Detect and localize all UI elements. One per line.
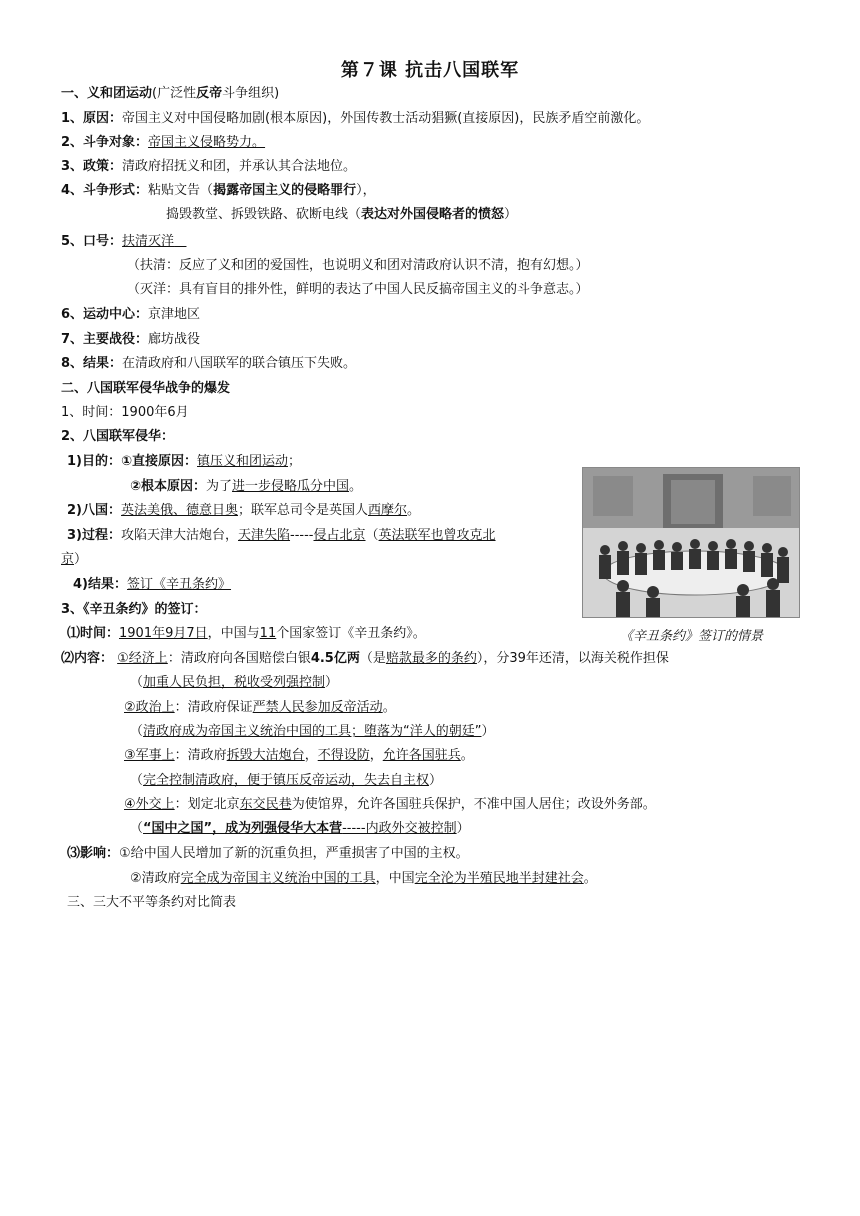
process-line (67, 527, 496, 545)
process-dash: ----- (290, 528, 314, 543)
treaty-date: 1901年9月7日 (119, 626, 208, 641)
slogan-line (61, 233, 186, 251)
cause-label: 1、原因： (61, 111, 123, 126)
target-text: 帝国主义侵略势力。 (148, 135, 266, 150)
anglo-french-note: 英法联军也曾攻克北 (378, 528, 496, 543)
military-text: ：清政府 (174, 748, 227, 763)
photo-illustration (583, 468, 799, 617)
military-comma-1: ， (304, 748, 318, 763)
direct-cause-end: ； (288, 454, 302, 469)
political-line (124, 699, 396, 717)
eight-nations-text: 英法美俄、德意日奥 (121, 503, 239, 518)
diplomatic-control: -----内政外交被控制 (342, 821, 457, 836)
diplomatic-note-line (130, 820, 470, 838)
process-line-2 (61, 551, 87, 569)
military-note: 完全控制清政府，便于镇压反帝运动，失去自主权 (143, 773, 430, 788)
demolish-forts: 拆毁大沽炮台 (226, 748, 305, 763)
target-label: 2、斗争对象： (61, 135, 149, 150)
form2-bold: 表达对外国侵略者的愤怒 (361, 207, 505, 222)
direct-cause-label: ①直接原因： (121, 454, 198, 469)
outcome-text: 签订《辛丑条约》 (127, 577, 232, 592)
diplomatic-note-open: （ (130, 821, 144, 836)
photo-caption: 《辛丑条约》签订的情景 (620, 629, 764, 644)
result-label: 8、结果： (61, 356, 123, 371)
political-note: 清政府成为帝国主义统治中国的工具；堕落为“洋人的朝廷” (143, 724, 482, 739)
largest-indemnity: 赔款最多的条约 (385, 651, 477, 666)
diplomatic-end: 为使馆界，允许各国驻兵保护，不准中国人居住；改设外务部。 (291, 797, 656, 812)
diplomatic-note-close: ） (456, 821, 470, 836)
economic-note-line (130, 674, 338, 692)
political-note-close: ） (481, 724, 495, 739)
root-cause-pre: 为了 (206, 479, 233, 494)
impact-line-1 (67, 845, 469, 863)
tianjin-fall: 天津失陷 (238, 528, 291, 543)
root-cause-end: 。 (349, 479, 363, 494)
political-ban: 严禁人民参加反帝活动 (252, 700, 383, 715)
diplomatic-text: ：划定北京 (174, 797, 240, 812)
process-label: 3)过程： (67, 528, 121, 543)
center-text: 京津地区 (148, 307, 201, 322)
form-line-2 (166, 206, 517, 224)
semi-colonial: 完全沦为半殖民地半封建社会 (414, 871, 584, 886)
content-line-1 (61, 650, 669, 668)
military-note-close: ） (429, 773, 443, 788)
treaty-heading: 3、《辛丑条约》的签订： (61, 602, 207, 617)
slogan-underline-pad (174, 234, 186, 249)
center-line (61, 306, 200, 324)
slogan-text: 扶清灭洋 (122, 234, 175, 249)
slogan-note-1: （扶清：反应了义和团的爱国性，也说明义和团对清政府认识不清，抱有幻想。） (127, 258, 589, 273)
economic-note: 加重人民负担，税收受列强控制 (143, 675, 326, 690)
treaty-time-end: 个国家签订《辛丑条约》。 (276, 626, 426, 641)
section-1-heading (61, 85, 279, 103)
no-defense: 不得设防 (317, 748, 370, 763)
process-close: ） (74, 552, 88, 567)
impact-2-mid: ，中国 (375, 871, 415, 886)
slogan-note-2: （灭洋：具有盲目的排外性，鲜明的表达了中国人民反搞帝国主义的斗争意志。） (127, 282, 589, 297)
section-2-heading: 二、八国联军侵华战争的爆发 (61, 381, 231, 396)
battle-line (61, 331, 200, 349)
political-text: ：清政府保证 (174, 700, 253, 715)
military-note-line (130, 772, 442, 790)
political-note-open: （ (130, 724, 144, 739)
eight-nations-label: 2)八国： (67, 503, 121, 518)
slogan-label: 5、口号： (61, 234, 123, 249)
invasion-line: 2、八国联军侵华： (61, 429, 175, 444)
political-end: 。 (382, 700, 396, 715)
section-3-heading: 三、三大不平等条约对比简表 (67, 895, 237, 910)
commander-text: ；联军总司令是英国人 (238, 503, 369, 518)
purpose-label: 1)目的： (67, 454, 121, 469)
process-paren: （ (365, 528, 379, 543)
section-1-title: 一、义和团运动 (61, 86, 153, 101)
outcome-line (73, 576, 231, 594)
state-within-state: “国中之国”，成为列强侵华大本营 (143, 821, 343, 836)
form2-end: ） (504, 207, 518, 222)
economic-paren: （是 (359, 651, 386, 666)
military-end: 。 (460, 748, 474, 763)
battle-text: 廊坊战役 (148, 332, 201, 347)
treaty-time-mid: ，中国与 (207, 626, 260, 641)
target-line (61, 134, 265, 152)
page-title: 第７课 抗击八国联军 (340, 60, 520, 81)
foreign-troops: 允许各国驻兵 (382, 748, 461, 763)
political-note-line (130, 723, 495, 741)
diplomatic-line (124, 796, 656, 814)
cause-text: 帝国主义对中国侵略加剧(根本原因)，外国传教士活动猖獗(直接原因)，民族矛盾空前激化。 (122, 111, 650, 126)
impact-label: ⑶影响： (67, 846, 120, 861)
impact-1: ①给中国人民增加了新的沉重负担，严重损害了中国的主权。 (119, 846, 469, 861)
form2-text: 捣毁教堂、拆毁铁路、砍断电线（ (166, 207, 362, 222)
treaty-time-line (67, 625, 426, 643)
military-label: ③军事上 (124, 748, 175, 763)
economic-text: ：清政府向各国赔偿白银 (167, 651, 311, 666)
form-line (61, 182, 376, 200)
economic-note-open: （ (130, 675, 144, 690)
treaty-country-count: 11 (259, 626, 277, 641)
economic-end: ），分39年还清，以海关税作担保 (476, 651, 669, 666)
time-line: 1、时间：1900年6月 (61, 405, 189, 420)
cause-line (61, 110, 649, 128)
section-1-note-end: 斗争组织) (222, 86, 280, 101)
treaty-signing-photo (582, 467, 800, 618)
battle-label: 7、主要战役： (61, 332, 149, 347)
root-cause-line (130, 478, 362, 496)
commander-name: 西摩尔 (368, 503, 408, 518)
eight-nations-line (67, 502, 420, 520)
beijing-occupied: 侵占北京 (313, 528, 366, 543)
form-end: ）， (356, 183, 376, 198)
root-cause-label: ②根本原因： (130, 479, 207, 494)
policy-label: 3、政策： (61, 159, 123, 174)
indemnity-amount: 4.5亿两 (310, 651, 360, 666)
direct-cause-text: 镇压义和团运动 (197, 454, 289, 469)
purpose-line (67, 453, 301, 471)
policy-line (61, 158, 356, 176)
form-text: 粘贴文告（ (148, 183, 214, 198)
content-label: ⑵内容： (61, 651, 114, 666)
impact-2-tool: 完全成为帝国主义统治中国的工具 (180, 871, 376, 886)
impact-line-2 (130, 870, 597, 888)
center-label: 6、运动中心： (61, 307, 149, 322)
economic-note-close: ） (325, 675, 339, 690)
section-1-note-bold: 反帝 (196, 86, 223, 101)
policy-text: 清政府招抚义和团，并承认其合法地位。 (122, 159, 357, 174)
economic-label: ①经济上 (117, 651, 168, 666)
legation-quarter: 东交民巷 (239, 797, 292, 812)
form-bold: 揭露帝国主义的侵略罪行 (213, 183, 357, 198)
military-comma-2: ， (369, 748, 383, 763)
outcome-label: 4)结果： (73, 577, 127, 592)
military-note-open: （ (130, 773, 144, 788)
commander-end: 。 (407, 503, 421, 518)
root-cause-text: 进一步侵略瓜分中国 (232, 479, 350, 494)
process-pre: 攻陷天津大沽炮台， (121, 528, 239, 543)
result-line (61, 355, 356, 373)
result-text: 在清政府和八国联军的联合镇压下失败。 (122, 356, 357, 371)
anglo-french-note-end: 京 (61, 552, 75, 567)
treaty-time-label: ⑴时间： (67, 626, 120, 641)
impact-2-end: 。 (583, 871, 597, 886)
political-label: ②政治上 (124, 700, 175, 715)
impact-2-pre: ②清政府 (130, 871, 181, 886)
military-line (124, 747, 474, 765)
diplomatic-label: ④外交上 (124, 797, 175, 812)
section-1-note: (广泛性 (152, 86, 197, 101)
form-label: 4、斗争形式： (61, 183, 149, 198)
